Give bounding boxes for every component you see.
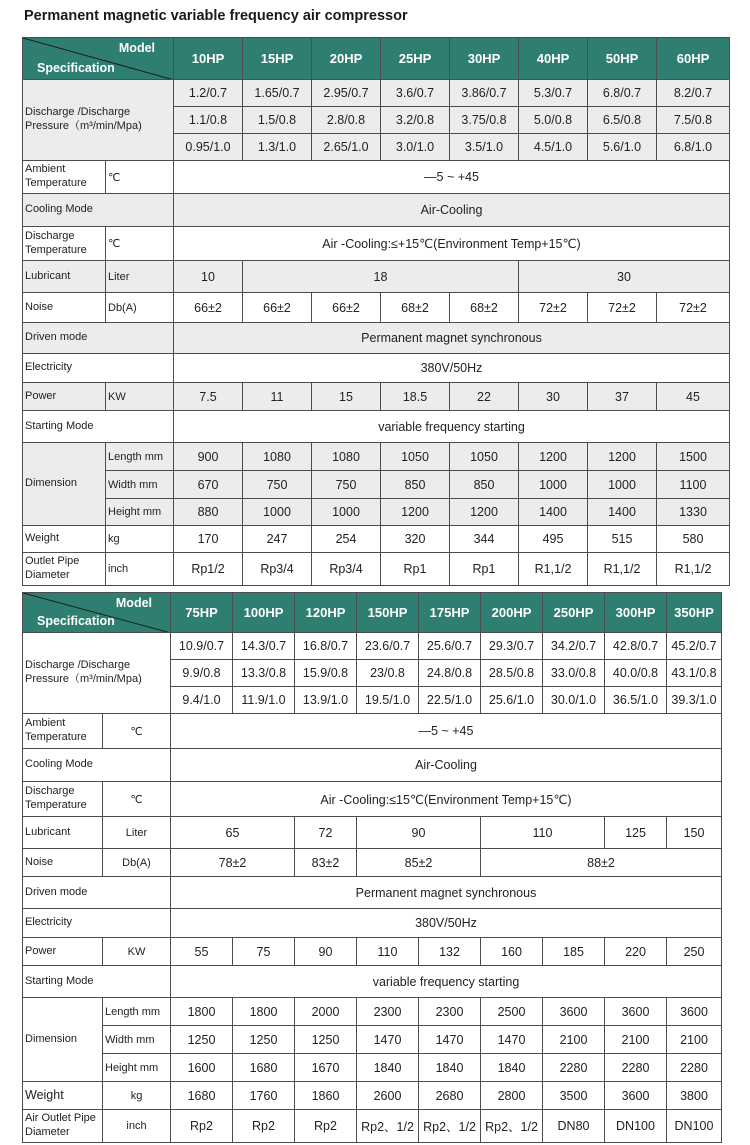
discharge-cell: 5.3/0.7 (519, 80, 588, 107)
outlet-value: Rp2 (233, 1110, 295, 1143)
discharge-cell: 14.3/0.7 (233, 633, 295, 660)
model-header: 30HP (450, 38, 519, 80)
noise-value: 66±2 (174, 293, 243, 323)
outlet-value: R1,1/2 (588, 553, 657, 586)
power-row (23, 383, 730, 411)
spec-table-large-models (22, 592, 722, 1143)
starting-label: Starting Mode (23, 411, 174, 443)
weight-label: Weight (23, 1082, 103, 1110)
cooling-label: Cooling Mode (23, 749, 171, 782)
ambient-label: Ambient Temperature (23, 714, 103, 749)
weight-value: 254 (312, 526, 381, 553)
power-label: Power (23, 383, 106, 411)
discharge-cell: 45.2/0.7 (667, 633, 722, 660)
discharge-cell: 22.5/1.0 (419, 687, 481, 714)
discharge-cell: 42.8/0.7 (605, 633, 667, 660)
discharge-cell: 3.6/0.7 (381, 80, 450, 107)
power-value: 75 (233, 938, 295, 966)
model-header: 200HP (481, 593, 543, 633)
power-value: 110 (357, 938, 419, 966)
starting-value: variable frequency starting (174, 411, 730, 443)
height-value: 1200 (381, 499, 450, 526)
power-value: 22 (450, 383, 519, 411)
dimension-row (23, 1026, 722, 1054)
discharge-cell: 9.4/1.0 (171, 687, 233, 714)
discharge-cell: 3.2/0.8 (381, 107, 450, 134)
discharge-cell: 1.2/0.7 (174, 80, 243, 107)
discharge-cell: 39.3/1.0 (667, 687, 722, 714)
discharge-cell: 10.9/0.7 (171, 633, 233, 660)
width-value: 2100 (543, 1026, 605, 1054)
outlet-value: DN100 (667, 1110, 722, 1143)
length-value: 2300 (357, 998, 419, 1026)
outlet-value: Rp2、1/2 (481, 1110, 543, 1143)
starting-row (23, 966, 722, 998)
discharge-cell: 29.3/0.7 (481, 633, 543, 660)
noise-value: 72±2 (657, 293, 730, 323)
driven-label: Driven mode (23, 877, 171, 909)
model-header: 15HP (243, 38, 312, 80)
discharge-cell: 43.1/0.8 (667, 660, 722, 687)
page-title: Permanent magnetic variable frequency air compressor (24, 8, 408, 24)
width-value: 1250 (295, 1026, 357, 1054)
width-label: Width mm (106, 471, 174, 499)
length-label: Length mm (103, 998, 171, 1026)
weight-value: 3800 (667, 1082, 722, 1110)
discharge-cell: 5.6/1.0 (588, 134, 657, 161)
outlet-value: Rp1/2 (174, 553, 243, 586)
noise-label: Noise (23, 849, 103, 877)
discharge-cell: 11.9/1.0 (233, 687, 295, 714)
electricity-label: Electricity (23, 909, 171, 938)
dimension-row (23, 443, 730, 471)
outlet-value: DN80 (543, 1110, 605, 1143)
height-value: 1840 (357, 1054, 419, 1082)
model-header: 150HP (357, 593, 419, 633)
model-header: 75HP (171, 593, 233, 633)
outlet-value: R1,1/2 (519, 553, 588, 586)
height-value: 1000 (243, 499, 312, 526)
length-value: 1050 (381, 443, 450, 471)
weight-value: 515 (588, 526, 657, 553)
lubricant-value: 110 (481, 817, 605, 849)
length-value: 1200 (519, 443, 588, 471)
width-value: 1000 (588, 471, 657, 499)
dimension-row (23, 471, 730, 499)
power-value: 7.5 (174, 383, 243, 411)
model-header: 120HP (295, 593, 357, 633)
discharge-cell: 2.95/0.7 (312, 80, 381, 107)
outlet-row (23, 1110, 722, 1143)
length-value: 1080 (312, 443, 381, 471)
height-value: 1600 (171, 1054, 233, 1082)
starting-row (23, 411, 730, 443)
driven-value: Permanent magnet synchronous (171, 877, 722, 909)
noise-value: 68±2 (381, 293, 450, 323)
discharge-cell: 30.0/1.0 (543, 687, 605, 714)
corner-header (23, 593, 171, 633)
length-value: 900 (174, 443, 243, 471)
discharge-cell: 6.8/0.7 (588, 80, 657, 107)
corner-header (23, 38, 174, 80)
lubricant-value: 72 (295, 817, 357, 849)
height-label: Height mm (106, 499, 174, 526)
discharge-cell: 3.5/1.0 (450, 134, 519, 161)
width-value: 1470 (481, 1026, 543, 1054)
length-value: 2000 (295, 998, 357, 1026)
weight-value: 3600 (605, 1082, 667, 1110)
model-header: 175HP (419, 593, 481, 633)
width-value: 1470 (357, 1026, 419, 1054)
weight-value: 1680 (171, 1082, 233, 1110)
spec-table-small-models (22, 37, 730, 586)
outlet-label: Air Outlet Pipe Diameter (23, 1110, 103, 1143)
model-header: 10HP (174, 38, 243, 80)
width-value: 670 (174, 471, 243, 499)
discharge-temp-row (23, 227, 730, 261)
discharge-cell: 1.5/0.8 (243, 107, 312, 134)
weight-value: 344 (450, 526, 519, 553)
power-value: 250 (667, 938, 722, 966)
discharge-cell: 36.5/1.0 (605, 687, 667, 714)
electricity-row (23, 909, 722, 938)
lubricant-row (23, 261, 730, 293)
electricity-row (23, 354, 730, 383)
noise-row (23, 293, 730, 323)
discharge-cell: 1.65/0.7 (243, 80, 312, 107)
noise-value: 72±2 (519, 293, 588, 323)
outlet-value: R1,1/2 (657, 553, 730, 586)
power-unit: KW (106, 383, 174, 411)
driven-label: Driven mode (23, 323, 174, 354)
power-value: 185 (543, 938, 605, 966)
outlet-value: DN100 (605, 1110, 667, 1143)
noise-unit: Db(A) (106, 293, 174, 323)
length-label: Length mm (106, 443, 174, 471)
specification-header-label: Specification (37, 61, 115, 75)
weight-value: 247 (243, 526, 312, 553)
weight-value: 1860 (295, 1082, 357, 1110)
model-header: 40HP (519, 38, 588, 80)
height-value: 880 (174, 499, 243, 526)
discharge-cell: 13.3/0.8 (233, 660, 295, 687)
length-value: 3600 (543, 998, 605, 1026)
ambient-label: Ambient Temperature (23, 161, 106, 194)
height-value: 1000 (312, 499, 381, 526)
noise-value: 66±2 (243, 293, 312, 323)
height-value: 1670 (295, 1054, 357, 1082)
noise-value: 85±2 (357, 849, 481, 877)
discharge-label: Discharge /Discharge Pressure（m³/min/Mpa) (23, 633, 171, 714)
weight-value: 495 (519, 526, 588, 553)
length-value: 2500 (481, 998, 543, 1026)
power-value: 18.5 (381, 383, 450, 411)
weight-value: 170 (174, 526, 243, 553)
noise-value: 78±2 (171, 849, 295, 877)
discharge-cell: 2.8/0.8 (312, 107, 381, 134)
lubricant-label: Lubricant (23, 261, 106, 293)
weight-value: 2600 (357, 1082, 419, 1110)
power-value: 132 (419, 938, 481, 966)
lubricant-value: 10 (174, 261, 243, 293)
height-value: 1200 (450, 499, 519, 526)
length-value: 1500 (657, 443, 730, 471)
ambient-row (23, 714, 722, 749)
width-value: 1000 (519, 471, 588, 499)
noise-value: 66±2 (312, 293, 381, 323)
driven-value: Permanent magnet synchronous (174, 323, 730, 354)
dimension-row (23, 499, 730, 526)
power-value: 15 (312, 383, 381, 411)
model-header: 20HP (312, 38, 381, 80)
length-value: 1050 (450, 443, 519, 471)
height-label: Height mm (103, 1054, 171, 1082)
discharge-cell: 19.5/1.0 (357, 687, 419, 714)
power-unit: KW (103, 938, 171, 966)
width-value: 750 (243, 471, 312, 499)
weight-value: 580 (657, 526, 730, 553)
dimension-row (23, 998, 722, 1026)
discharge-cell: 5.0/0.8 (519, 107, 588, 134)
lubricant-unit: Liter (106, 261, 174, 293)
discharge-temp-row (23, 782, 722, 817)
lubricant-value: 150 (667, 817, 722, 849)
weight-unit: kg (103, 1082, 171, 1110)
cooling-row (23, 749, 722, 782)
discharge-cell: 4.5/1.0 (519, 134, 588, 161)
model-header-label: Model (118, 41, 155, 55)
length-value: 1800 (233, 998, 295, 1026)
discharge-cell: 23.6/0.7 (357, 633, 419, 660)
height-value: 1330 (657, 499, 730, 526)
length-value: 3600 (605, 998, 667, 1026)
model-header: 25HP (381, 38, 450, 80)
power-value: 220 (605, 938, 667, 966)
length-value: 3600 (667, 998, 722, 1026)
width-value: 1470 (419, 1026, 481, 1054)
power-value: 45 (657, 383, 730, 411)
outlet-value: Rp2 (171, 1110, 233, 1143)
noise-value: 72±2 (588, 293, 657, 323)
lubricant-unit: Liter (103, 817, 171, 849)
outlet-row (23, 553, 730, 586)
power-value: 55 (171, 938, 233, 966)
cooling-label: Cooling Mode (23, 194, 174, 227)
outlet-value: Rp2 (295, 1110, 357, 1143)
weight-value: 2680 (419, 1082, 481, 1110)
lubricant-value: 65 (171, 817, 295, 849)
weight-row (23, 526, 730, 553)
driven-row (23, 323, 730, 354)
power-row (23, 938, 722, 966)
noise-label: Noise (23, 293, 106, 323)
driven-row (23, 877, 722, 909)
height-value: 1840 (419, 1054, 481, 1082)
starting-value: variable frequency starting (171, 966, 722, 998)
height-value: 2280 (543, 1054, 605, 1082)
weight-value: 2800 (481, 1082, 543, 1110)
weight-row (23, 1082, 722, 1110)
lubricant-value: 125 (605, 817, 667, 849)
discharge-cell: 3.86/0.7 (450, 80, 519, 107)
outlet-value: Rp1 (450, 553, 519, 586)
width-label: Width mm (103, 1026, 171, 1054)
model-header: 60HP (657, 38, 730, 80)
discharge-cell: 7.5/0.8 (657, 107, 730, 134)
discharge-cell: 1.3/1.0 (243, 134, 312, 161)
discharge-temp-value: Air -Cooling:≤+15℃(Environment Temp+15℃) (174, 227, 730, 261)
header-row (23, 38, 730, 80)
model-header-label: Model (115, 596, 152, 610)
ambient-value: —5 ~ +45 (174, 161, 730, 194)
weight-unit: kg (106, 526, 174, 553)
discharge-temp-unit: ℃ (103, 782, 171, 817)
discharge-cell: 13.9/1.0 (295, 687, 357, 714)
weight-value: 1760 (233, 1082, 295, 1110)
power-value: 30 (519, 383, 588, 411)
dimension-label: Dimension (23, 443, 106, 526)
discharge-row (23, 80, 730, 107)
discharge-cell: 6.8/1.0 (657, 134, 730, 161)
height-value: 2280 (667, 1054, 722, 1082)
discharge-cell: 16.8/0.7 (295, 633, 357, 660)
model-header: 350HP (667, 593, 722, 633)
discharge-cell: 24.8/0.8 (419, 660, 481, 687)
discharge-cell: 23/0.8 (357, 660, 419, 687)
model-header: 50HP (588, 38, 657, 80)
length-value: 1200 (588, 443, 657, 471)
length-value: 2300 (419, 998, 481, 1026)
discharge-cell: 15.9/0.8 (295, 660, 357, 687)
noise-value: 68±2 (450, 293, 519, 323)
discharge-cell: 0.95/1.0 (174, 134, 243, 161)
power-value: 11 (243, 383, 312, 411)
lubricant-row (23, 817, 722, 849)
cooling-value: Air-Cooling (171, 749, 722, 782)
outlet-value: Rp2、1/2 (419, 1110, 481, 1143)
power-label: Power (23, 938, 103, 966)
outlet-value: Rp1 (381, 553, 450, 586)
ambient-value: —5 ~ +45 (171, 714, 722, 749)
height-value: 1400 (588, 499, 657, 526)
electricity-label: Electricity (23, 354, 174, 383)
discharge-cell: 6.5/0.8 (588, 107, 657, 134)
discharge-cell: 1.1/0.8 (174, 107, 243, 134)
dimension-label: Dimension (23, 998, 103, 1082)
lubricant-value: 18 (243, 261, 519, 293)
noise-value: 83±2 (295, 849, 357, 877)
discharge-cell: 28.5/0.8 (481, 660, 543, 687)
power-value: 90 (295, 938, 357, 966)
width-value: 1100 (657, 471, 730, 499)
discharge-cell: 25.6/1.0 (481, 687, 543, 714)
weight-label: Weight (23, 526, 106, 553)
discharge-cell: 33.0/0.8 (543, 660, 605, 687)
ambient-unit: ℃ (103, 714, 171, 749)
dimension-row (23, 1054, 722, 1082)
width-value: 850 (450, 471, 519, 499)
discharge-cell: 40.0/0.8 (605, 660, 667, 687)
ambient-row (23, 161, 730, 194)
header-row (23, 593, 722, 633)
discharge-label: Discharge /Discharge Pressure（m³/min/Mpa) (23, 80, 174, 161)
electricity-value: 380V/50Hz (171, 909, 722, 938)
outlet-unit: inch (103, 1110, 171, 1143)
width-value: 2100 (667, 1026, 722, 1054)
outlet-value: Rp3/4 (243, 553, 312, 586)
cooling-row (23, 194, 730, 227)
discharge-temp-label: Discharge Temperature (23, 227, 106, 261)
outlet-label: Outlet Pipe Diameter (23, 553, 106, 586)
model-header: 100HP (233, 593, 295, 633)
discharge-temp-value: Air -Cooling:≤15℃(Environment Temp+15℃) (171, 782, 722, 817)
lubricant-value: 30 (519, 261, 730, 293)
model-header: 300HP (605, 593, 667, 633)
power-value: 160 (481, 938, 543, 966)
discharge-row (23, 633, 722, 660)
outlet-value: Rp2、1/2 (357, 1110, 419, 1143)
discharge-cell: 3.0/1.0 (381, 134, 450, 161)
discharge-cell: 25.6/0.7 (419, 633, 481, 660)
discharge-cell: 34.2/0.7 (543, 633, 605, 660)
discharge-temp-unit: ℃ (106, 227, 174, 261)
cooling-value: Air-Cooling (174, 194, 730, 227)
electricity-value: 380V/50Hz (174, 354, 730, 383)
discharge-cell: 3.75/0.8 (450, 107, 519, 134)
weight-value: 320 (381, 526, 450, 553)
starting-label: Starting Mode (23, 966, 171, 998)
width-value: 2100 (605, 1026, 667, 1054)
weight-value: 3500 (543, 1082, 605, 1110)
height-value: 1840 (481, 1054, 543, 1082)
model-header: 250HP (543, 593, 605, 633)
length-value: 1080 (243, 443, 312, 471)
specification-header-label: Specification (37, 614, 115, 628)
discharge-cell: 9.9/0.8 (171, 660, 233, 687)
outlet-unit: inch (106, 553, 174, 586)
discharge-cell: 2.65/1.0 (312, 134, 381, 161)
length-value: 1800 (171, 998, 233, 1026)
width-value: 750 (312, 471, 381, 499)
discharge-cell: 8.2/0.7 (657, 80, 730, 107)
noise-value: 88±2 (481, 849, 722, 877)
ambient-unit: ℃ (106, 161, 174, 194)
height-value: 1680 (233, 1054, 295, 1082)
width-value: 1250 (233, 1026, 295, 1054)
width-value: 850 (381, 471, 450, 499)
noise-unit: Db(A) (103, 849, 171, 877)
discharge-temp-label: Discharge Temperature (23, 782, 103, 817)
noise-row (23, 849, 722, 877)
lubricant-value: 90 (357, 817, 481, 849)
lubricant-label: Lubricant (23, 817, 103, 849)
height-value: 2280 (605, 1054, 667, 1082)
width-value: 1250 (171, 1026, 233, 1054)
power-value: 37 (588, 383, 657, 411)
outlet-value: Rp3/4 (312, 553, 381, 586)
height-value: 1400 (519, 499, 588, 526)
